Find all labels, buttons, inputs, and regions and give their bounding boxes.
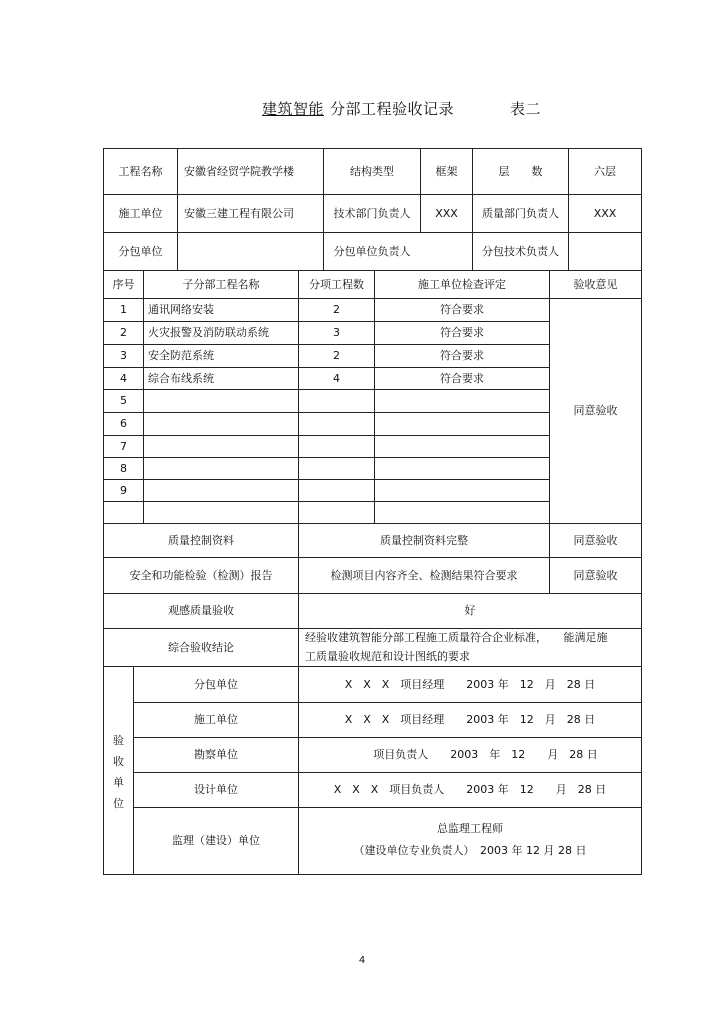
row-count: 4: [333, 371, 340, 385]
safety-check-label: 安全和功能检验（检测）报告: [129, 568, 273, 582]
acceptance-vertical-label-2: 收: [113, 755, 124, 768]
row-name: 安全防范系统: [148, 349, 214, 362]
tech-head-label: 技术部门负责人: [333, 206, 411, 220]
column-header-check: 施工单位检查评定: [418, 277, 506, 291]
appearance-label: 观感质量验收: [168, 604, 234, 617]
row-count: 2: [333, 349, 340, 362]
conclusion-line1: 经验收建筑智能分部工程施工质量符合企业标准， 能满足施: [305, 631, 608, 644]
quality-head-label: 质量部门负责人: [482, 206, 559, 220]
supervision-line1: 总监理工程师: [437, 822, 503, 835]
unit-signature: 项目负责人 2003 年 12 月 28 日: [373, 748, 598, 761]
construction-unit-value: 安徽三建工程有限公司: [184, 206, 294, 220]
acceptance-vertical-label-1: 验: [113, 734, 124, 747]
row-count: [299, 502, 374, 523]
column-header-count: 分项工程数: [309, 277, 364, 291]
quality-docs-label: 质量控制资料: [168, 533, 234, 547]
title-part1: 建筑智能: [262, 100, 325, 118]
column-header-opinion: 验收意见: [573, 277, 618, 291]
row-no: 9: [120, 483, 127, 497]
row-name: [148, 413, 298, 435]
row-no: 8: [120, 461, 127, 475]
floors-value: 六层: [594, 164, 616, 178]
page-number: 4: [358, 955, 366, 966]
subcontract-head-label: 分包单位负责人: [333, 244, 411, 258]
row-count: [299, 436, 374, 457]
row-name: 通讯网络安装: [148, 303, 214, 316]
row-count: [299, 413, 374, 435]
row-check: [375, 390, 549, 412]
unit-signature: X X X 项目经理 2003 年 12 月 28 日: [344, 713, 596, 726]
row-no: 1: [120, 303, 127, 316]
unit-signature: X X X 项目经理 2003 年 12 月 28 日: [344, 677, 596, 691]
quality-head-value: XXX: [593, 206, 617, 220]
row-check: [375, 413, 549, 435]
row-name: [148, 502, 298, 523]
row-no: 2: [120, 326, 127, 339]
row-no: 6: [120, 417, 127, 430]
tech-head-value: XXX: [435, 206, 458, 220]
subcontract-head-value: [421, 233, 472, 270]
project-name-label: 工程名称: [118, 164, 163, 178]
rows-acceptance-opinion: 同意验收: [573, 404, 618, 417]
conclusion-line2: 工质量验收规范和设计图纸的要求: [305, 650, 470, 663]
construction-unit-label: 施工单位: [118, 206, 163, 220]
title-part3: 表二: [510, 100, 542, 118]
row-count: [299, 390, 374, 412]
unit-label: 施工单位: [194, 713, 238, 726]
row-check: [375, 436, 549, 457]
row-no: [104, 502, 143, 523]
safety-check-opinion: 同意验收: [573, 568, 618, 582]
row-check: 符合要求: [440, 371, 484, 385]
appearance-value: 好: [464, 604, 476, 617]
subcontract-tech-label: 分包技术负责人: [482, 244, 559, 258]
row-no: 7: [120, 439, 127, 453]
unit-signature: X X X 项目负责人 2003 年 12 月 28 日: [333, 783, 607, 796]
subcontract-unit-value: [184, 233, 322, 270]
acceptance-vertical-label-4: 位: [113, 797, 124, 810]
project-name-value: 安徽省经贸学院教学楼: [184, 164, 294, 178]
structure-type-label: 结构类型: [350, 164, 394, 178]
row-count: 2: [333, 303, 340, 316]
row-name: [148, 480, 298, 501]
unit-label: 勘察单位: [194, 748, 238, 761]
subcontract-tech-value: [569, 233, 641, 270]
row-check: 符合要求: [440, 326, 484, 339]
row-check: 符合要求: [440, 349, 484, 362]
row-name: [148, 436, 298, 457]
supervision-label: 监理（建设）单位: [172, 834, 260, 847]
safety-check-value: 检测项目内容齐全、检测结果符合要求: [330, 568, 518, 582]
row-name: 火灾报警及消防联动系统: [148, 326, 269, 339]
floors-label: 层 数: [498, 164, 543, 178]
row-check: [375, 480, 549, 501]
subcontract-unit-label: 分包单位: [118, 244, 163, 258]
row-check: [375, 458, 549, 479]
row-name: 综合布线系统: [148, 371, 214, 385]
row-check: [375, 502, 549, 523]
column-header-no: 序号: [112, 277, 135, 291]
row-no: 5: [120, 394, 127, 407]
row-check: 符合要求: [440, 303, 484, 316]
acceptance-vertical-label-3: 单: [113, 776, 124, 789]
conclusion-label: 综合验收结论: [168, 640, 234, 654]
title-part2: 分部工程验收记录: [330, 100, 455, 118]
structure-type-value: 框架: [435, 164, 458, 178]
quality-docs-opinion: 同意验收: [573, 533, 618, 547]
row-no: 3: [120, 349, 127, 362]
quality-docs-value: 质量控制资料完整: [380, 533, 468, 547]
row-no: 4: [120, 371, 127, 385]
row-count: [299, 458, 374, 479]
document-title: [0, 98, 724, 120]
unit-label: 分包单位: [194, 677, 238, 691]
column-header-name: 子分部工程名称: [182, 277, 260, 291]
supervision-line2: （建设单位专业负责人） 2003 年 12 月 28 日: [353, 844, 587, 857]
row-name: [148, 458, 298, 479]
unit-label: 设计单位: [194, 783, 238, 796]
row-count: [299, 480, 374, 501]
row-name: [148, 390, 298, 412]
row-count: 3: [333, 326, 340, 339]
